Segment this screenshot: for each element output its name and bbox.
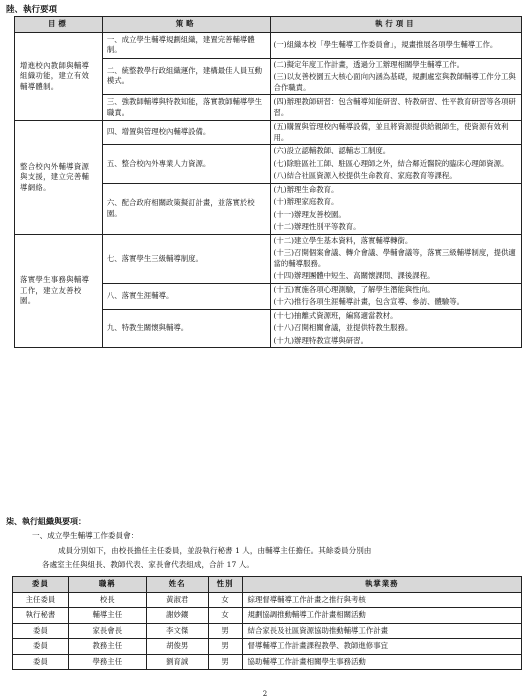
title-cell: 校長	[68, 592, 146, 608]
column-header: 目標	[15, 17, 103, 33]
name-cell: 謝妙鑲	[146, 608, 208, 624]
action-item-cell: (五)購置與管理校內輔導設備，並且將資源提供給親師生，使資源有效利用。	[270, 121, 522, 145]
action-item-cell: (三)以友善校園五大核心面向內涵為基礎，規劃處室與教師輔導工作分工與合作職責。	[270, 71, 522, 95]
table-row	[15, 121, 522, 145]
title-cell: 學務主任	[68, 654, 146, 670]
table-row	[15, 234, 522, 247]
table-row	[15, 32, 522, 58]
strategy-cell: 一、成立學生輔導規劃組織，建置完善輔導體制。	[102, 32, 270, 58]
action-item-cell: (十七)抽離式資源班，編寫適當教材。	[270, 309, 522, 322]
strategy-cell: 五、整合校內外專業人力資源。	[102, 145, 270, 184]
strategy-cell: 四、增置與管理校內輔導設備。	[102, 121, 270, 145]
goal-cell: 落實學生事務與輔導工作，建立友善校園。	[15, 234, 103, 348]
committee-members-table	[12, 576, 522, 670]
action-item-cell: (二)擬定年度工作計畫，透過分工辦理相關學生輔導工作。	[270, 58, 522, 71]
action-item-cell: (十)辦理家庭教育。	[270, 196, 522, 209]
table-row	[13, 623, 522, 639]
action-item-cell: (十四)辦理團體中短生、高關懷課問、課後課程。	[270, 270, 522, 283]
action-item-cell: (十三)召開個案會議、轉介會議、學輔會議等，落實三級輔導制度，提供適當的輔導服務。	[270, 247, 522, 270]
title-cell: 教務主任	[68, 639, 146, 655]
gender-cell: 女	[208, 608, 242, 624]
table-row	[13, 654, 522, 670]
section-title-organization: 柒、執行組織與要項：	[6, 516, 86, 526]
page-number: 2	[262, 690, 268, 698]
implementation-table	[14, 16, 522, 348]
goal-cell: 增進校內教師與輔導組織功能，建立有效輔導體制。	[15, 32, 103, 121]
role-cell: 主任委員	[13, 592, 69, 608]
strategy-cell: 三、強教師輔導與特教知能，落實教師輔導學生職責。	[102, 95, 270, 121]
duty-cell: 督導輔導工作計畫課程教學、教師進修事宜	[242, 639, 521, 655]
column-header: 職稱	[68, 577, 146, 593]
gender-cell: 男	[208, 623, 242, 639]
action-item-cell: (十六)推行各項生涯輔導計畫，包含宣導、參訪、體驗等。	[270, 296, 522, 309]
subsection-title-committee: 一、成立學生輔導工作委員會：	[32, 531, 139, 540]
role-cell: 執行秘書	[13, 608, 69, 624]
role-cell: 委員	[13, 654, 69, 670]
action-item-cell: (六)設立認輔教師、認輔志工制度。	[270, 145, 522, 158]
column-header: 姓名	[146, 577, 208, 593]
action-item-cell: (四)辦理教師研習：包含輔導知能研習、特教研習、性平教育研習等各項研習。	[270, 95, 522, 121]
table-row	[13, 639, 522, 655]
role-cell: 委員	[13, 623, 69, 639]
column-header: 策略	[102, 17, 270, 33]
role-cell: 委員	[13, 639, 69, 655]
title-cell: 家長會長	[68, 623, 146, 639]
gender-cell: 男	[208, 639, 242, 655]
action-item-cell: (八)結合社區資源入校提供生命教育、家庭教育等課程。	[270, 170, 522, 183]
duty-cell: 規劃協調推動輔導工作計畫相關活動	[242, 608, 521, 624]
column-header: 委員	[13, 577, 69, 593]
column-header: 性別	[208, 577, 242, 593]
members-header-row	[13, 577, 522, 593]
committee-description-line1: 成員分別如下，由校長擔任主任委員，並設執行秘書 1 人，由輔導主任擔任。其餘委員分別由	[58, 546, 372, 555]
duty-cell: 結合家長及社區資源協助推動輔導工作計畫	[242, 623, 521, 639]
table-row	[13, 608, 522, 624]
table-header-row	[15, 17, 522, 33]
name-cell: 黃淑君	[146, 592, 208, 608]
strategy-cell: 七、落實學生三級輔導制度。	[102, 234, 270, 283]
strategy-cell: 九、特教生關懷與輔導。	[102, 309, 270, 348]
action-item-cell: (十一)辦理友善校園。	[270, 209, 522, 222]
title-cell: 輔導主任	[68, 608, 146, 624]
strategy-cell: 二、統整教學行政組織運作，建構最佳人員互動模式。	[102, 58, 270, 95]
name-cell: 劉育誠	[146, 654, 208, 670]
name-cell: 李文傑	[146, 623, 208, 639]
section-title-implementation: 陸、執行要項	[6, 5, 58, 15]
committee-description-line2: 各處室主任與組長、教師代表、家長會代表組成，合計 17 人。	[42, 560, 254, 569]
duty-cell: 綜理督導輔導工作計畫之推行與考核	[242, 592, 521, 608]
gender-cell: 男	[208, 654, 242, 670]
action-item-cell: (九)辦理生命教育。	[270, 183, 522, 196]
action-item-cell: (十五)實施各項心理測驗，了解學生潛能與性向。	[270, 283, 522, 296]
action-item-cell: (一)組織本校「學生輔導工作委員會」，規畫推展各項學生輔導工作。	[270, 32, 522, 58]
table-row	[13, 592, 522, 608]
action-item-cell: (七)除駐區社工師、駐區心理師之外，結合鄰近醫院的臨床心理師資源。	[270, 158, 522, 171]
gender-cell: 女	[208, 592, 242, 608]
strategy-cell: 六、配合政府相關政策擬訂計畫，並落實於校園。	[102, 183, 270, 234]
strategy-cell: 八、落實生涯輔導。	[102, 283, 270, 309]
column-header: 執掌業務	[242, 577, 521, 593]
column-header: 執行項目	[270, 17, 522, 33]
action-item-cell: (十二)建立學生基本資料，落實輔導轉銜。	[270, 234, 522, 247]
goal-cell: 整合校內外輔導資源與支援，建立完善輔導網絡。	[15, 121, 103, 235]
action-item-cell: (十二)辦理性別平等教育。	[270, 221, 522, 234]
action-item-cell: (十九)辦理特教宣導與研習。	[270, 335, 522, 348]
name-cell: 胡俊男	[146, 639, 208, 655]
duty-cell: 協助輔導工作計畫相關學生事務活動	[242, 654, 521, 670]
action-item-cell: (十八)召開相關會議，並提供特教生服務。	[270, 322, 522, 335]
